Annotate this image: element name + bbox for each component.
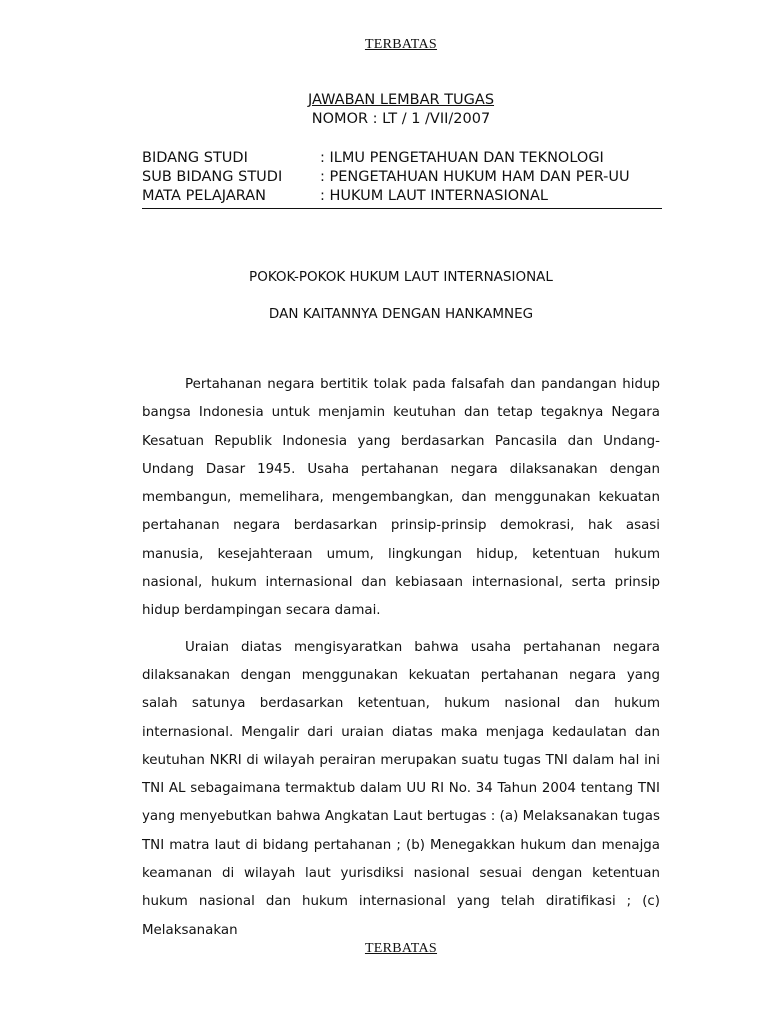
paragraph-2: Uraian diatas mengisyaratkan bahwa usaha pertahanan negara dilaksanakan dengan menggunakan kekuatan pertahanan negara yang salah satunya berdasarkan ketentuan, hukum nasional dan hukum internasional. Mengalir dari uraian diatas maka menjaga kedaulatan dan keutuhan NKRI di wilayah perairan merupakan suatu tugas TNI dalam hal ini TNI AL sebagaimana termaktub dalam UU RI No. 34 Tahun 2004 tentang TNI yang menyebutkan bahwa Angkatan Laut bertugas : (a) Melaksanakan tugas TNI matra laut di bidang pertahanan ; (b) Menegakkan hukum dan menajga keamanan di wilayah laut yurisdiksi nasional sesuai dengan ketentuan hukum nasional dan hukum internasional yang telah diratifikasi ; (c) Melaksanakan [142,639,660,938]
meta-label: SUB BIDANG STUDI [142,169,283,185]
section-heading-line-1: POKOK-POKOK HUKUM LAUT INTERNASIONAL [249,269,553,285]
meta-label: BIDANG STUDI [142,150,248,166]
classification-header: TERBATAS [364,37,438,52]
document-metadata [142,149,662,209]
title-line-2: NOMOR : LT / 1 /VII/2007 [311,111,491,127]
section-heading-line-2: DAN KAITANNYA DENGAN HANKAMNEG [268,306,534,322]
meta-value: : ILMU PENGETAHUAN DAN TEKNOLOGI [320,150,604,166]
meta-label: MATA PELAJARAN [142,188,266,204]
classification-footer: TERBATAS [364,941,438,956]
meta-row-bidang-studi [142,149,662,168]
paragraph-1: Pertahanan negara bertitik tolak pada falsafah dan pandangan hidup bangsa Indonesia untuk menjamin keutuhan dan tetap tegaknya Negara Kesatuan Republik Indonesia yang berdasarkan Pancasila dan Undang-Undang Dasar 1945. Usaha pertahanan negara dilaksanakan dengan membangun, memelihara, mengembangkan, dan menggunakan kekuatan pertahanan negara berdasarkan prinsip-prinsip demokrasi, hak asasi manusia, kesejahteraan umum, lingkungan hidup, ketentuan hukum nasional, hukum internasional dan kebiasaan internasional, serta prinsip hidup berdampingan secara damai. [142,377,660,619]
meta-value: : PENGETAHUAN HUKUM HAM DAN PER-UU [320,169,630,185]
title-line-1: JAWABAN LEMBAR TUGAS [307,92,495,108]
meta-row-sub-bidang-studi [142,168,662,187]
body-text [142,371,660,945]
document-title [0,91,768,129]
meta-row-mata-pelajaran [142,187,662,206]
meta-value: : HUKUM LAUT INTERNASIONAL [320,188,548,204]
